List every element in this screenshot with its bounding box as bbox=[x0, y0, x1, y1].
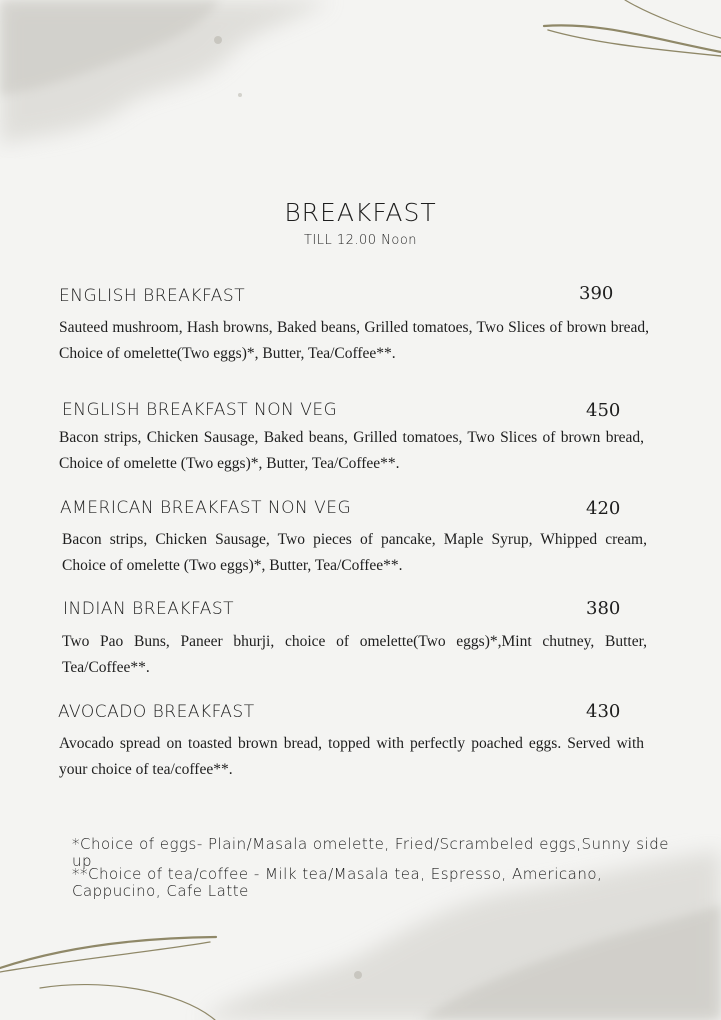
item-price-avocado-breakfast: 430 bbox=[586, 701, 621, 722]
item-price-english-breakfast: 390 bbox=[579, 283, 614, 304]
item-desc-american-breakfast-non-veg: Bacon strips, Chicken Sausage, Two pieces of pancake, Maple Syrup, Whipped cream, Choice of omelette (Two eggs)*, Butter, Tea/Coffee**. bbox=[62, 531, 647, 574]
gold-line-bottom-left bbox=[0, 937, 216, 1020]
item-price-indian-breakfast: 380 bbox=[586, 598, 621, 619]
gold-line-top-right bbox=[544, 0, 721, 56]
egg-choice-note: *Choice of eggs- Plain/Masala omelette, Fried/Scrambeled eggs,Sunny side up bbox=[72, 835, 669, 870]
watercolor-wash-top-left bbox=[0, 0, 330, 145]
menu-title: BREAKFAST bbox=[284, 198, 437, 227]
item-desc-english-breakfast-non-veg: Bacon strips, Chicken Sausage, Baked beans, Grilled tomatoes, Two Slices of brown bread, Choice of omelette (Two eggs)*, Butter, Tea/Coffee**. bbox=[59, 429, 644, 472]
item-price-american-breakfast-non-veg: 420 bbox=[586, 498, 621, 519]
item-name-indian-breakfast: INDIAN BREAKFAST bbox=[63, 599, 235, 619]
item-name-avocado-breakfast: AVOCADO BREAKFAST bbox=[58, 702, 255, 722]
item-desc-avocado-breakfast: Avocado spread on toasted brown bread, topped with perfectly poached eggs. Served with your choice of tea/coffee**. bbox=[59, 735, 644, 778]
menu-subtitle: TILL 12.00 Noon bbox=[303, 233, 418, 248]
tea-coffee-choice-note: **Choice of tea/coffee - Milk tea/Masala tea, Espresso, Americano, Cappucino, Cafe Latte bbox=[72, 865, 603, 900]
item-price-english-breakfast-non-veg: 450 bbox=[586, 400, 621, 421]
item-desc-indian-breakfast: Two Pao Buns, Paneer bhurji, choice of omelette(Two eggs)*,Mint chutney, Butter, Tea/Coffee**. bbox=[62, 633, 647, 676]
item-name-english-breakfast-non-veg: ENGLISH BREAKFAST NON VEG bbox=[62, 400, 338, 420]
item-desc-english-breakfast: Sauteed mushroom, Hash browns, Baked beans, Grilled tomatoes, Two Slices of brown bread, Choice of omelette(Two eggs)*, Butter, Tea/Coffee**. bbox=[59, 319, 649, 362]
item-name-english-breakfast: ENGLISH BREAKFAST bbox=[59, 286, 246, 306]
item-name-american-breakfast-non-veg: AMERICAN BREAKFAST NON VEG bbox=[60, 498, 352, 518]
